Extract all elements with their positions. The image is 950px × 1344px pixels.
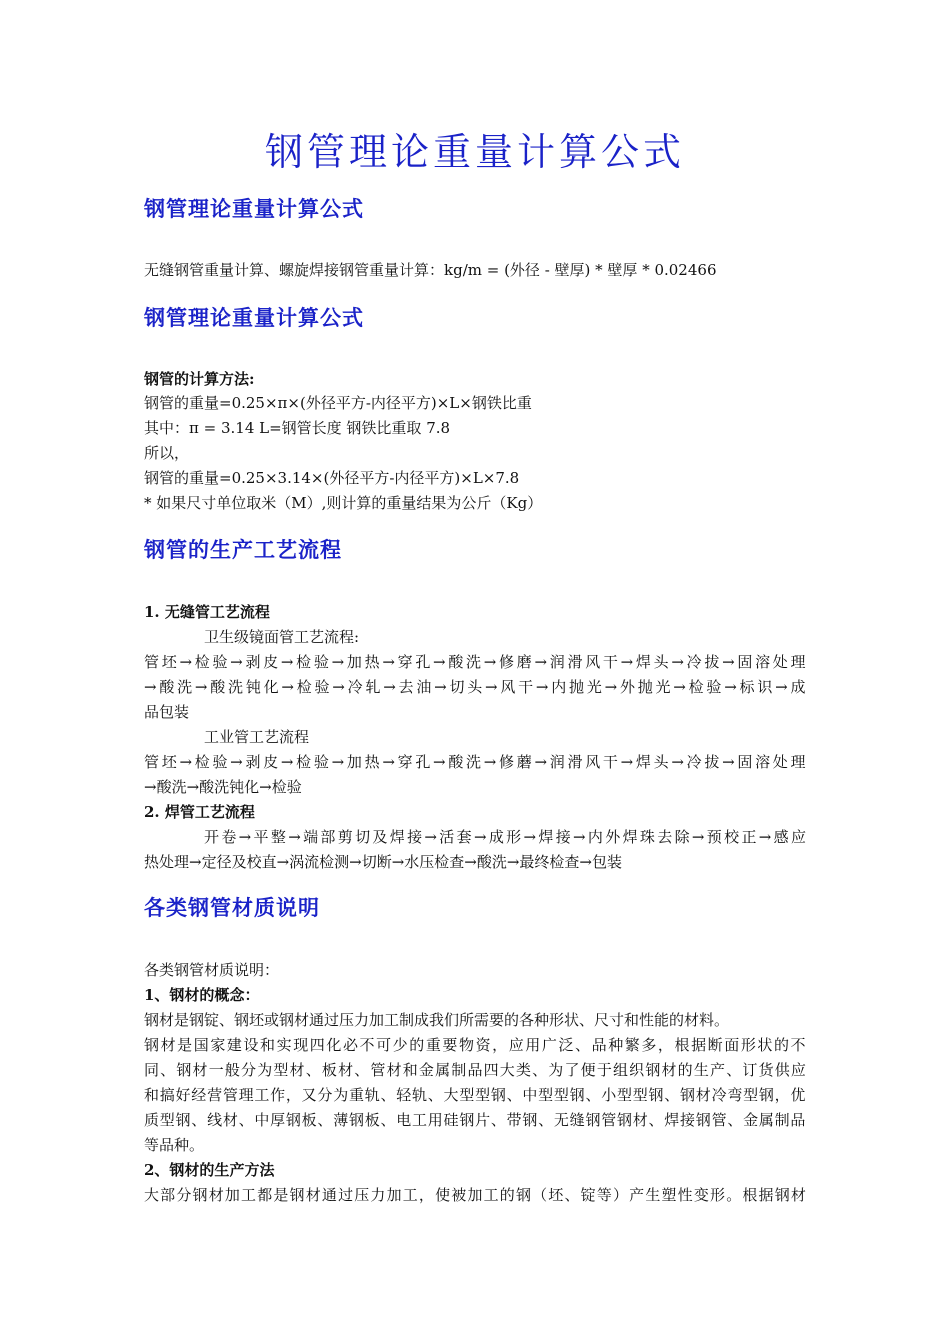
text-line: → 酸 洗 → 酸 洗 钝 化 → 检 验 → 冷 轧 → 去 油 → 切 头 → 风 干 → 内 抛 光 → 外 抛 光 → 检 验 → 标 识 → 成 xyxy=(144,678,806,696)
text-line: * 如果尺寸单位取米（M）,则计算的重量结果为公斤（Kg） xyxy=(144,494,543,512)
text-line: 钢管的重量=0.25×3.14×(外径平方-内径平方)×L×7.8 xyxy=(144,469,520,487)
text-line: 品包装 xyxy=(144,703,190,721)
text-line: 钢 材 是 国 家 建 设 和 实 现 四 化 必 不 可 少 的 重 要 物 资 ， 应 用 广 泛 、 品 种 繁 多 ， 根 据 断 面 形 状 的 不 xyxy=(144,1036,806,1054)
subheading: 2. 焊管工艺流程 xyxy=(144,803,255,821)
text-line: 同 、 钢 材 一 般 分 为 型 材 、 板 材 、 管 材 和 金 属 制 品 四 大 类 、 为 了 便 于 组 织 钢 材 的 生 产 、 订 货 供 应 xyxy=(144,1061,806,1079)
subheading: 1、钢材的概念： xyxy=(144,986,260,1004)
text-line: 工业管工艺流程 xyxy=(204,728,310,746)
text-line: 钢管的重量=0.25×π×(外径平方-内径平方)×L×钢铁比重 xyxy=(144,394,532,412)
text-line: 管 坯 → 检 验 → 剥 皮 → 检 验 → 加 热 → 穿 孔 → 酸 洗 → 修 磨 → 润 滑 风 干 → 焊 头 → 冷 拔 → 固 溶 处 理 xyxy=(144,653,806,671)
section-heading: 钢管理论重量计算公式 xyxy=(144,305,364,330)
formula-line: 无缝钢管重量计算、螺旋焊接钢管重量计算：kg/m = (外径 - 壁厚) * 壁厚 * 0.02466 xyxy=(144,261,717,279)
text-line: 大 部 分 钢 材 加 工 都 是 钢 材 通 过 压 力 加 工 ， 使 被 加 工 的 钢 （ 坯 、 锭 等 ） 产 生 塑 性 变 形 。 根 据 钢 材 xyxy=(144,1186,806,1204)
text-line: 卫生级镜面管工艺流程: xyxy=(204,628,360,646)
subheading: 2、钢材的生产方法 xyxy=(144,1161,275,1179)
text-line: 质 型 钢 、 线 材 、 中 厚 钢 板 、 薄 钢 板 、 电 工 用 硅 钢 片 、 带 钢 、 无 缝 钢 管 钢 材 、 焊 接 钢 管 、 金 属 制 品 xyxy=(144,1111,806,1129)
text-line: 其中：π = 3.14 L=钢管长度 钢铁比重取 7.8 xyxy=(144,419,451,437)
text-line: 各类钢管材质说明： xyxy=(144,961,280,979)
text-line: 热处理→定径及校直→涡流检测→切断→水压检查→酸洗→最终检查→包装 xyxy=(144,853,622,871)
text-line: →酸洗→酸洗钝化→检验 xyxy=(144,778,302,796)
section-heading: 钢管的生产工艺流程 xyxy=(144,537,342,562)
text-line: 和 搞 好 经 营 管 理 工 作 ， 又 分 为 重 轨 、 轻 轨 、 大 型 型 钢 、 中 型 型 钢 、 小 型 型 钢 、 钢 材 冷 弯 型 钢 ， 优 xyxy=(144,1086,806,1104)
section-heading: 各类钢管材质说明 xyxy=(144,895,320,920)
section-heading: 钢管理论重量计算公式 xyxy=(144,196,364,221)
text-line: 管 坯 → 检 验 → 剥 皮 → 检 验 → 加 热 → 穿 孔 → 酸 洗 → 修 蘑 → 润 滑 风 干 → 焊 头 → 冷 拔 → 固 溶 处 理 xyxy=(144,753,806,771)
text-line: 钢材是钢锭、钢坯或钢材通过压力加工制成我们所需要的各种形状、尺寸和性能的材料。 xyxy=(144,1011,730,1029)
text-line: 所以， xyxy=(144,444,190,462)
subheading: 钢管的计算方法: xyxy=(144,370,255,388)
text-line: 开 卷 → 平 整 → 端 部 剪 切 及 焊 接 → 活 套 → 成 形 → 焊 接 → 内 外 焊 珠 去 除 → 预 校 正 → 感 应 xyxy=(204,828,806,846)
text-line: 等品种。 xyxy=(144,1136,205,1154)
subheading: 1. 无缝管工艺流程 xyxy=(144,603,270,621)
document-title: 钢管理论重量计算公式 xyxy=(264,130,685,174)
